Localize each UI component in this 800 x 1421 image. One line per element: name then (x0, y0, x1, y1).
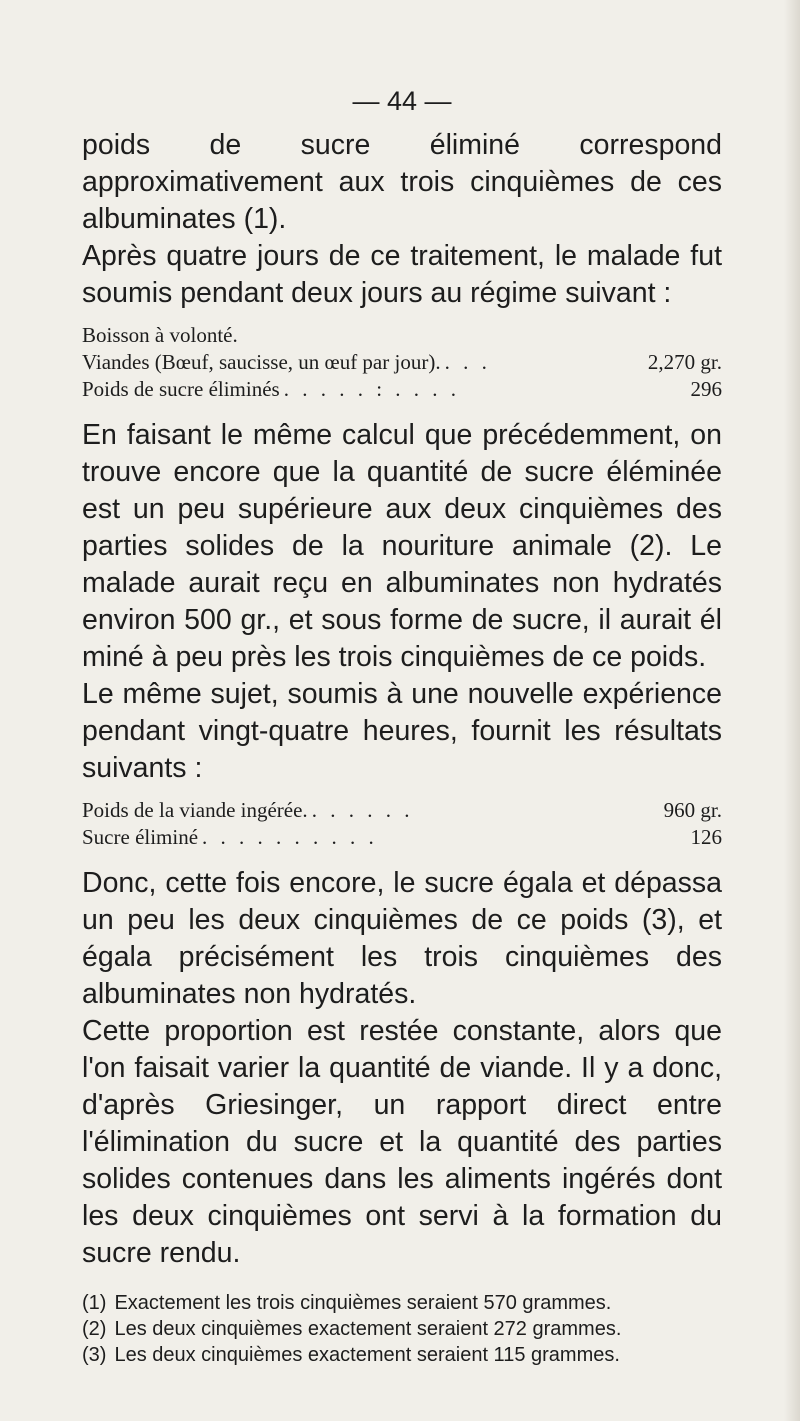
footnote-text: Les deux cinquièmes exactement seraient 272 grammes. (114, 1318, 622, 1340)
row-value: 296 (690, 377, 722, 401)
row-leader: . . . . . . (311, 798, 414, 822)
footnote-mark: (2) (82, 1318, 107, 1340)
footnote-mark: (3) (82, 1344, 107, 1366)
footnote-mark: (1) (82, 1292, 107, 1314)
footnote-text: Exactement les trois cinquièmes seraient 570 grammes. (114, 1292, 612, 1314)
paragraph-5: Donc, cette fois encore, le sucre égala et dépassa un peu les deux cinquièmes de ce poids (3), et égala précisément les trois cinquièmes des albuminates non hydratés. (82, 867, 722, 1010)
table-row (82, 797, 722, 824)
footnote (82, 1316, 722, 1342)
footnote-text: Les deux cinquièmes exactement seraient 115 grammes. (114, 1344, 620, 1366)
table-row (82, 349, 722, 376)
paragraph-1: poids de sucre éliminé correspond approximativement aux trois cinquièmes de ces albuminates (1). (82, 129, 722, 235)
row-leader: . . . (444, 350, 491, 374)
footnote (82, 1290, 722, 1316)
paragraph-6: Cette proportion est restée constante, alors que l'on faisait varier la quantité de viande. Il y a donc, d'après Griesinger, un rapport direct entre l'élimination du sucre et la quantité des parties solides contenues dans les aliments ingérés dont les deux cinquièmes ont servi à la formation du sucre rendu. (82, 1015, 722, 1269)
footnote (82, 1342, 722, 1368)
footnotes (82, 1290, 722, 1368)
paragraph-4: Le même sujet, soumis à une nouvelle expérience pendant vingt-quatre heures, fournit les résultats suivants : (82, 678, 722, 784)
row-value: 2,270 gr. (647, 350, 722, 374)
row-label: Poids de sucre éliminés (82, 377, 280, 401)
table-row (82, 376, 722, 403)
page-number: — 44 — (352, 86, 452, 116)
paragraph-3: En faisant le même calcul que précédemment, on trouve encore que la quantité de sucre éléminée est un peu supérieure aux deux cinquièmes des parties solides de la nouriture animale (2). Le malade aurait reçu en albuminates non hydratés environ 500 gr., et sous forme de sucre, il aurait él miné à peu près les trois cinquièmes de ce poids. (82, 419, 722, 673)
diet-table (82, 322, 722, 403)
table-row (82, 824, 722, 851)
row-value: 126 (690, 825, 722, 849)
row-label: Viandes (Bœuf, saucisse, un œuf par jour). (82, 350, 441, 374)
row-label: Boisson à volonté. (82, 323, 238, 347)
results-table (82, 797, 722, 851)
table-row (82, 322, 722, 349)
row-label: Sucre éliminé (82, 825, 199, 849)
row-value: 960 gr. (663, 798, 722, 822)
book-page (82, 86, 722, 1368)
row-label: Poids de la viande ingérée. (82, 798, 308, 822)
paragraph-2: Après quatre jours de ce traitement, le malade fut soumis pendant deux jours au régime suivant : (82, 240, 722, 309)
row-leader: . . . . . . . . . . (202, 825, 378, 849)
row-leader: . . . . . : . . . . (283, 377, 461, 401)
page-edge-shadow (784, 0, 800, 1421)
